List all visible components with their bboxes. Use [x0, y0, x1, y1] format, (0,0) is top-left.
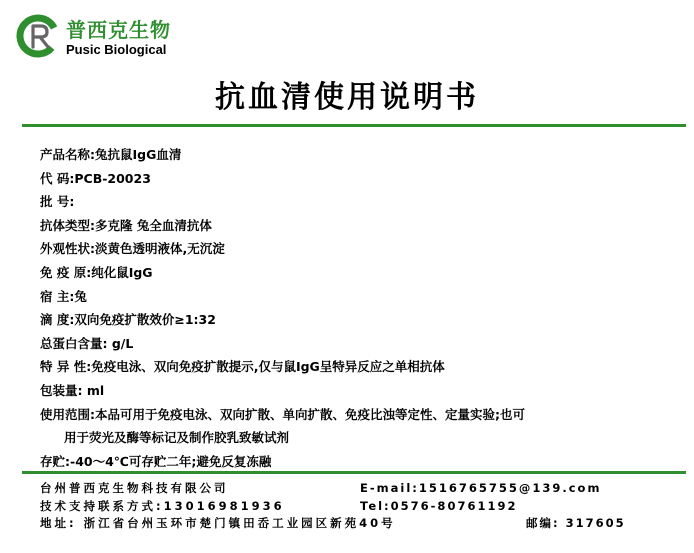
field-antibody-type	[40, 214, 680, 238]
field-label: 特 异 性:	[40, 359, 92, 375]
top-divider	[22, 124, 686, 127]
field-value: ml	[82, 382, 105, 398]
support-phone: 技术支持联系方式:13016981936	[40, 498, 285, 513]
product-fields	[40, 143, 680, 473]
field-label: 宿 主:	[40, 288, 75, 304]
contact-email: E-mail:1516765755@139.com	[360, 481, 602, 495]
field-batch-number	[40, 190, 680, 214]
field-value: 兔抗鼠IgG血清	[95, 147, 182, 162]
field-specificity	[40, 355, 680, 379]
company-name: 台州普西克生物科技有限公司	[40, 481, 229, 495]
field-value: PCB-20023	[74, 170, 151, 186]
footer-row-support	[40, 498, 680, 516]
field-label: 外观性状:	[40, 241, 95, 257]
field-host	[40, 285, 680, 309]
field-value: 纯化鼠IgG	[91, 264, 153, 280]
field-titer	[40, 308, 680, 332]
field-package-size	[40, 379, 680, 403]
field-appearance	[40, 237, 680, 261]
field-value: 兔	[74, 288, 87, 304]
field-value: 本品可用于免疫电泳、双向扩散、单向扩散、免疫比浊等定性、定量实验;也可	[95, 406, 526, 422]
field-label: 代 码:	[40, 170, 75, 186]
field-value: 用于荧光及酶等标记及制作胶乳致敏试剂	[64, 430, 290, 446]
footer-row-address	[40, 515, 680, 533]
field-label: 抗体类型:	[40, 217, 95, 233]
pusic-logo-icon	[16, 14, 60, 58]
field-usage-scope	[40, 403, 680, 427]
field-value: 多克隆 兔全血清抗体	[95, 217, 212, 233]
field-value: 双向免疫扩散效价≥1:32	[74, 312, 216, 328]
field-label: 批 号:	[40, 194, 75, 210]
field-label: 滴 度:	[40, 312, 75, 328]
field-value: 淡黄色透明液体,无沉淀	[95, 241, 225, 257]
brand-name-english: Pusic Biological	[66, 42, 167, 57]
field-usage-scope-continued	[40, 426, 680, 450]
field-product-name	[40, 143, 680, 167]
footer-row-company	[40, 480, 680, 498]
document-title: 抗血清使用说明书	[215, 80, 479, 115]
field-label: 使用范围:	[40, 406, 95, 422]
brand-name-chinese: 普西克生物	[66, 18, 171, 42]
field-value: g/L	[107, 335, 134, 351]
field-label: 存贮:	[40, 453, 70, 469]
bottom-divider	[22, 471, 686, 474]
postcode: 邮编: 317605	[526, 516, 626, 530]
field-total-protein	[40, 332, 680, 356]
field-label: 免 疫 原:	[40, 264, 92, 280]
field-label: 包装量:	[40, 382, 83, 398]
field-value: 免疫电泳、双向免疫扩散提示,仅与鼠IgG呈特异反应之单相抗体	[91, 359, 445, 375]
field-label: 产品名称:	[40, 147, 95, 162]
field-value: -40～4℃可存贮二年;避免反复冻融	[70, 453, 272, 469]
field-immunogen	[40, 261, 680, 285]
field-code	[40, 167, 680, 191]
contact-tel: Tel:0576-80761192	[360, 498, 518, 513]
field-storage	[40, 450, 680, 474]
field-label: 总蛋白含量:	[40, 335, 108, 351]
company-address: 地址: 浙江省台州玉环市楚门镇田岙工业园区新苑40号	[40, 516, 396, 530]
footer	[40, 480, 680, 533]
